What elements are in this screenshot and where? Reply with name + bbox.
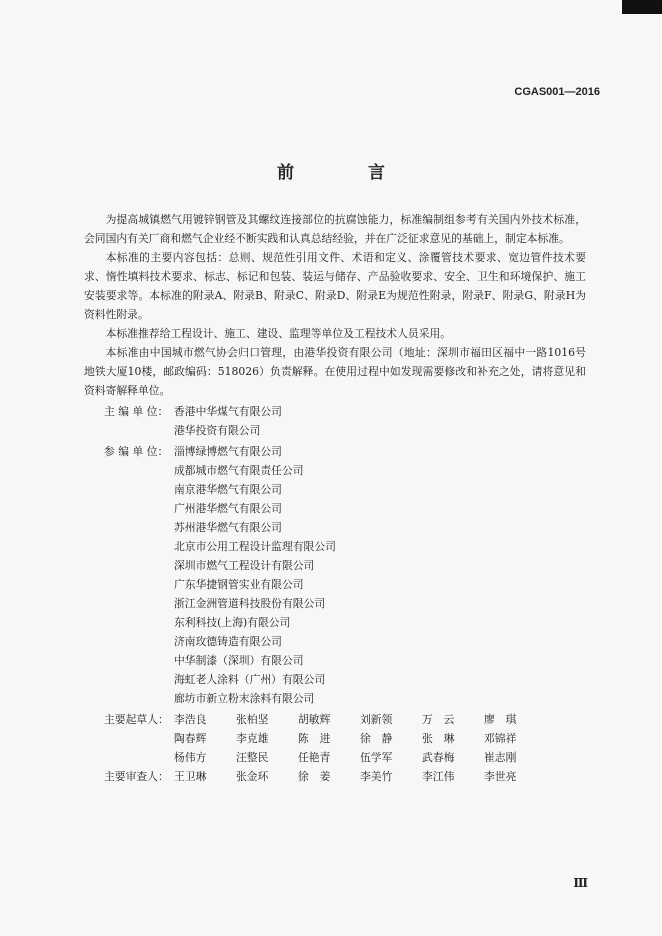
person-name: 万 云: [422, 713, 455, 726]
person-name: 李浩良: [174, 713, 207, 726]
participating-unit-name: 淄博绿博燃气有限公司: [174, 445, 282, 458]
person-name: 王卫琳: [174, 770, 207, 783]
page-number: Ⅲ: [573, 876, 588, 890]
paragraph: 本标准的主要内容包括：总则、规范性引用文件、术语和定义、涂覆管技术要求、宽边管件技术要求、惰性填料技术要求、标志、标记和包装、装运与储存、产品验收要求、安全、卫生和环境保护、施工安装要求等。本标准的附录A、附录B、附录C、附录D、附录E为规范性附录，附录F、附录G、附录H为资料性附录。: [84, 251, 586, 321]
drafters-label: 主要起草人：: [104, 713, 169, 726]
person-name: 张 琳: [422, 732, 455, 745]
person-name: 徐 姜: [298, 770, 331, 783]
reviewers-label: 主要审查人：: [104, 770, 169, 783]
chief-unit-row: [84, 421, 586, 440]
person-name: 崔志刚: [484, 751, 517, 764]
participating-unit-row: [84, 442, 586, 461]
participating-unit-row: [84, 575, 586, 594]
participating-unit-name: 海虹老人涂料（广州）有限公司: [174, 673, 326, 686]
person-name: 张柏坚: [236, 713, 269, 726]
drafters-row: [84, 748, 586, 767]
participating-unit-name: 廊坊市新立粉末涂料有限公司: [174, 692, 315, 705]
drafters-block: [84, 710, 586, 767]
chief-unit-name: 香港中华煤气有限公司: [174, 405, 282, 418]
person-name: 陶春辉: [174, 732, 207, 745]
chief-units-block: [84, 402, 586, 440]
participating-unit-name: 济南玫德铸造有限公司: [174, 635, 282, 648]
person-name: 伍学军: [360, 751, 393, 764]
participating-unit-row: [84, 518, 586, 537]
person-name: 邓锦祥: [484, 732, 517, 745]
foreword-content: [84, 210, 586, 786]
participating-unit-name: 深圳市燃气工程设计有限公司: [174, 559, 315, 572]
person-name: 李美竹: [360, 770, 393, 783]
standard-code: CGAS001—2016: [514, 86, 600, 98]
participating-units-label: 参 编 单 位：: [104, 445, 169, 458]
chief-unit-name: 港华投资有限公司: [174, 424, 261, 437]
participating-unit-name: 中华制漆（深圳）有限公司: [174, 654, 304, 667]
participating-unit-name: 北京市公用工程设计监理有限公司: [174, 540, 336, 553]
participating-unit-row: [84, 556, 586, 575]
participating-unit-row: [84, 632, 586, 651]
person-name: 廖 琪: [484, 713, 517, 726]
paragraph: 为提高城镇燃气用镀锌钢管及其螺纹连接部位的抗腐蚀能力，标准编制组参考有关国内外技术标准，会同国内有关厂商和燃气企业经不断实践和认真总结经验，并在广泛征求意见的基础上，制定本标准。: [84, 213, 586, 245]
scan-corner-mark: [622, 0, 662, 14]
person-name: 汪整民: [236, 751, 269, 764]
participating-unit-row: [84, 480, 586, 499]
participating-unit-name: 广州港华燃气有限公司: [174, 502, 282, 515]
person-name: 李世亮: [484, 770, 517, 783]
chief-unit-row: [84, 402, 586, 421]
person-name: 胡敏辉: [298, 713, 331, 726]
person-name: 李江伟: [422, 770, 455, 783]
person-name: 刘新领: [360, 713, 393, 726]
participating-units-block: [84, 442, 586, 708]
person-name: 徐 静: [360, 732, 393, 745]
person-name: 杨伟方: [174, 751, 207, 764]
participating-unit-row: [84, 537, 586, 556]
participating-unit-row: [84, 689, 586, 708]
chief-units-label: 主 编 单 位：: [104, 405, 169, 418]
drafters-row: [84, 729, 586, 748]
participating-unit-row: [84, 594, 586, 613]
paragraph: 本标准由中国城市燃气协会归口管理，由港华投资有限公司（地址：深圳市福田区福中一路1016号地铁大厦10楼，邮政编码：518026）负责解释。在使用过程中如发现需要修改和补充之处，请将意见和资料寄解释单位。: [84, 346, 586, 397]
reviewers-block: [84, 767, 586, 786]
person-name: 陈 进: [298, 732, 331, 745]
person-name: 武春梅: [422, 751, 455, 764]
participating-unit-name: 广东华捷钢管实业有限公司: [174, 578, 304, 591]
participating-unit-row: [84, 461, 586, 480]
participating-unit-name: 东利科技(上海)有限公司: [174, 616, 291, 629]
participating-unit-name: 成都城市燃气有限责任公司: [174, 464, 304, 477]
participating-unit-name: 南京港华燃气有限公司: [174, 483, 282, 496]
page-title: 前 言: [277, 163, 419, 183]
paragraph: 本标准推荐给工程设计、施工、建设、监理等单位及工程技术人员采用。: [105, 327, 452, 340]
person-name: 李克雄: [236, 732, 269, 745]
participating-unit-name: 苏州港华燃气有限公司: [174, 521, 282, 534]
reviewers-row: [84, 767, 586, 786]
participating-unit-row: [84, 613, 586, 632]
drafters-row: [84, 710, 586, 729]
participating-unit-name: 浙江金洲管道科技股份有限公司: [174, 597, 326, 610]
person-name: 张金环: [236, 770, 269, 783]
participating-unit-row: [84, 499, 586, 518]
participating-unit-row: [84, 651, 586, 670]
person-name: 任艳青: [298, 751, 331, 764]
participating-unit-row: [84, 670, 586, 689]
